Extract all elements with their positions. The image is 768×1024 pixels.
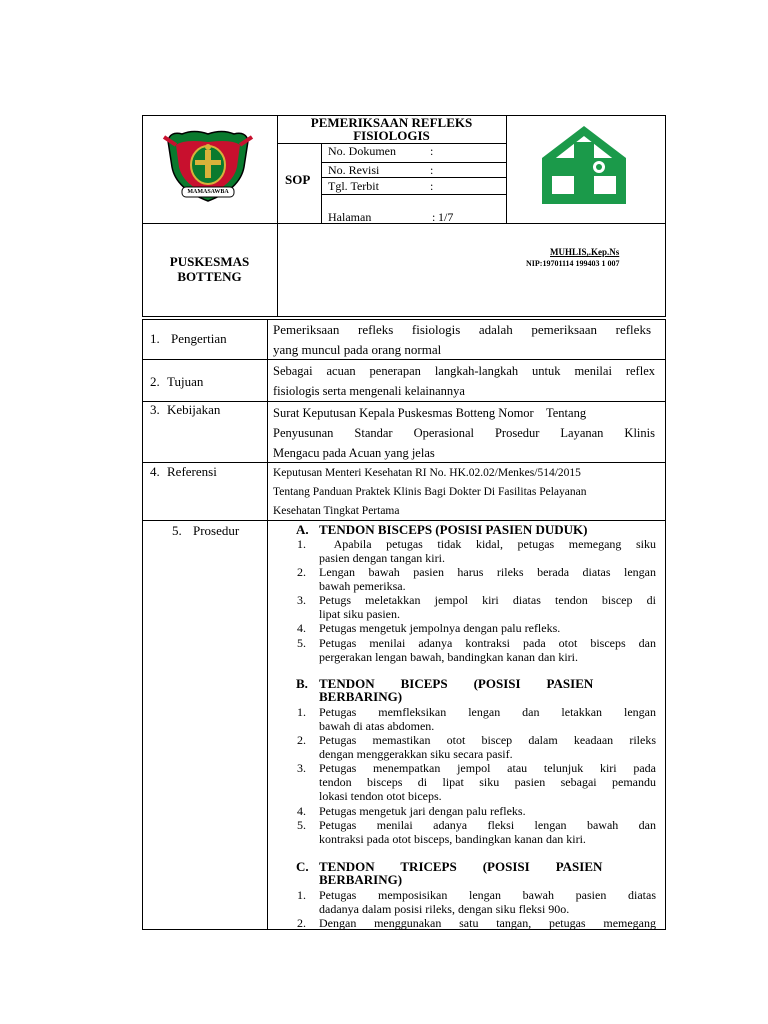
step-line: lokasi tendon otot biceps. xyxy=(319,789,442,803)
section-1-line: yang muncul pada orang normal xyxy=(273,342,442,357)
prosedur-title: TENDON BISCEPS (POSISI PASIEN DUDUK) xyxy=(319,522,588,537)
org-name-line2: BOTTENG xyxy=(177,269,242,284)
step-number: 5. xyxy=(297,636,306,650)
step-line: Dengan menggunakan satu tangan, petugas memegang xyxy=(319,916,656,930)
section-2-label: Tujuan xyxy=(167,374,204,389)
section-4-label: Referensi xyxy=(167,464,217,479)
section-5-number: 5. xyxy=(172,523,182,538)
step-line: lipat siku pasien. xyxy=(319,607,400,621)
step-line: Petugs meletakkan jempol kiri diatas tendon biscep di xyxy=(319,593,656,607)
regional-crest-icon xyxy=(160,127,256,205)
meta-label-halaman: Halaman xyxy=(328,210,372,224)
step-line: pasien dengan tangan kiri. xyxy=(319,551,445,565)
section-4-line: Kesehatan Tingkat Pertama xyxy=(273,505,400,517)
section-3-line: Penyusunan Standar Operasional Prosedur Layanan Klinis xyxy=(273,426,655,440)
meta-label-dokumen: No. Dokumen xyxy=(328,144,396,158)
step-number: 4. xyxy=(297,621,306,635)
prosedur-letter: A. xyxy=(296,522,309,537)
step-number: 3. xyxy=(297,761,306,775)
step-line: Petugas memposisikan lengan bawah pasien diatas xyxy=(319,888,656,902)
section-1-label: Pengertian xyxy=(171,331,227,346)
section-1-line: Pemeriksaan refleks fisiologis adalah pemeriksaan refleks xyxy=(273,322,651,337)
meta-sep: : xyxy=(430,179,434,193)
step-line: Petugas mengetuk jempolnya dengan palu refleks. xyxy=(319,621,561,635)
meta-sep: : xyxy=(430,144,434,158)
sop-label: SOP xyxy=(285,172,311,187)
step-line: bawah di atas abdomen. xyxy=(319,719,435,733)
step-number: 2. xyxy=(297,565,306,579)
step-line: pergerakan lengan bawah, bandingkan kanan dan kiri. xyxy=(319,650,579,664)
section-3-line: Mengacu pada Acuan yang jelas xyxy=(273,446,435,460)
crest-banner-text: MAMASAWBA xyxy=(187,189,229,195)
step-line: Apabila petugas tidak kidal, petugas memegang siku xyxy=(319,537,657,551)
section-4-line: Keputusan Menteri Kesehatan RI No. HK.02.02/Menkes/514/2015 xyxy=(273,467,581,479)
prosedur-title: BERBARING) xyxy=(319,872,403,887)
section-1-number: 1. xyxy=(150,331,160,346)
step-line: Lengan bawah pasien harus rileks berada diatas lengan xyxy=(319,565,656,579)
step-number: 4. xyxy=(297,804,306,818)
meta-value-halaman: 1/7 xyxy=(438,210,454,224)
meta-sep: : xyxy=(432,210,436,224)
section-2-line: Sebagai acuan penerapan langkah-langkah untuk menilai reflex xyxy=(273,364,655,378)
section-2-line: fisiologis serta mengenali kelainannya xyxy=(273,384,465,398)
step-line: Petugas menilai adanya fleksi lengan bawah dan xyxy=(319,818,656,832)
signer-name: MUHLIS,.Kep.Ns xyxy=(550,247,620,257)
puskesmas-green-cross-icon xyxy=(536,122,632,208)
prosedur-letter: C. xyxy=(296,859,309,874)
step-line: dengan menggerakkan siku secara pasif. xyxy=(319,747,513,761)
prosedur-title: BERBARING) xyxy=(319,689,403,704)
prosedur-letter: B. xyxy=(296,676,308,691)
section-4-number: 4. xyxy=(150,464,160,479)
prosedur-title: TENDON BICEPS (POSISI PASIEN xyxy=(319,676,594,691)
step-line: Petugas menilai adanya kontraksi pada otot bisceps dan xyxy=(319,636,656,650)
org-name-line1: PUSKESMAS xyxy=(169,254,250,269)
step-line: bawah pemeriksa. xyxy=(319,579,406,593)
step-line: Petugas menempatkan jempol atau telunjuk kiri pada xyxy=(319,761,656,775)
prosedur-title: TENDON TRICEPS (POSISI PASIEN xyxy=(319,859,603,874)
document-title-line1: PEMERIKSAAN REFLEKS xyxy=(310,115,473,130)
step-line: Petugas mengetuk jari dengan palu refleks. xyxy=(319,804,526,818)
step-number: 1. xyxy=(297,537,306,551)
step-line: Petugas memastikan otot biscep dalam keadaan rileks xyxy=(319,733,656,747)
section-3-number: 3. xyxy=(150,402,160,417)
section-2-number: 2. xyxy=(150,374,160,389)
section-4-line: Tentang Panduan Praktek Klinis Bagi Dokter Di Fasilitas Pelayanan xyxy=(273,486,587,498)
signer-nip: NIP:19701114 199403 1 007 xyxy=(526,259,620,268)
document-title-line2: FISIOLOGIS xyxy=(353,128,430,143)
step-line: Petugas memfleksikan lengan dan letakkan lengan xyxy=(319,705,656,719)
step-number: 3. xyxy=(297,593,306,607)
step-line: tendon bisceps di lipat siku pasien sebagai pemandu xyxy=(319,775,656,789)
step-number: 2. xyxy=(297,916,306,930)
section-5-label: Prosedur xyxy=(193,523,240,538)
meta-label-terbit: Tgl. Terbit xyxy=(328,179,379,193)
section-3-line: Surat Keputusan Kepala Puskesmas Botteng Nomor Tentang xyxy=(273,406,587,420)
step-number: 5. xyxy=(297,818,306,832)
step-number: 2. xyxy=(297,733,306,747)
meta-label-revisi: No. Revisi xyxy=(328,163,380,177)
step-number: 1. xyxy=(297,888,306,902)
step-line: kontraksi pada otot bisceps, bandingkan kanan dan kiri. xyxy=(319,832,586,846)
meta-sep: : xyxy=(430,163,434,177)
section-3-label: Kebijakan xyxy=(167,402,221,417)
step-line: dadanya dalam posisi rileks, dengan siku fleksi 90o. xyxy=(319,902,570,916)
step-number: 1. xyxy=(297,705,306,719)
